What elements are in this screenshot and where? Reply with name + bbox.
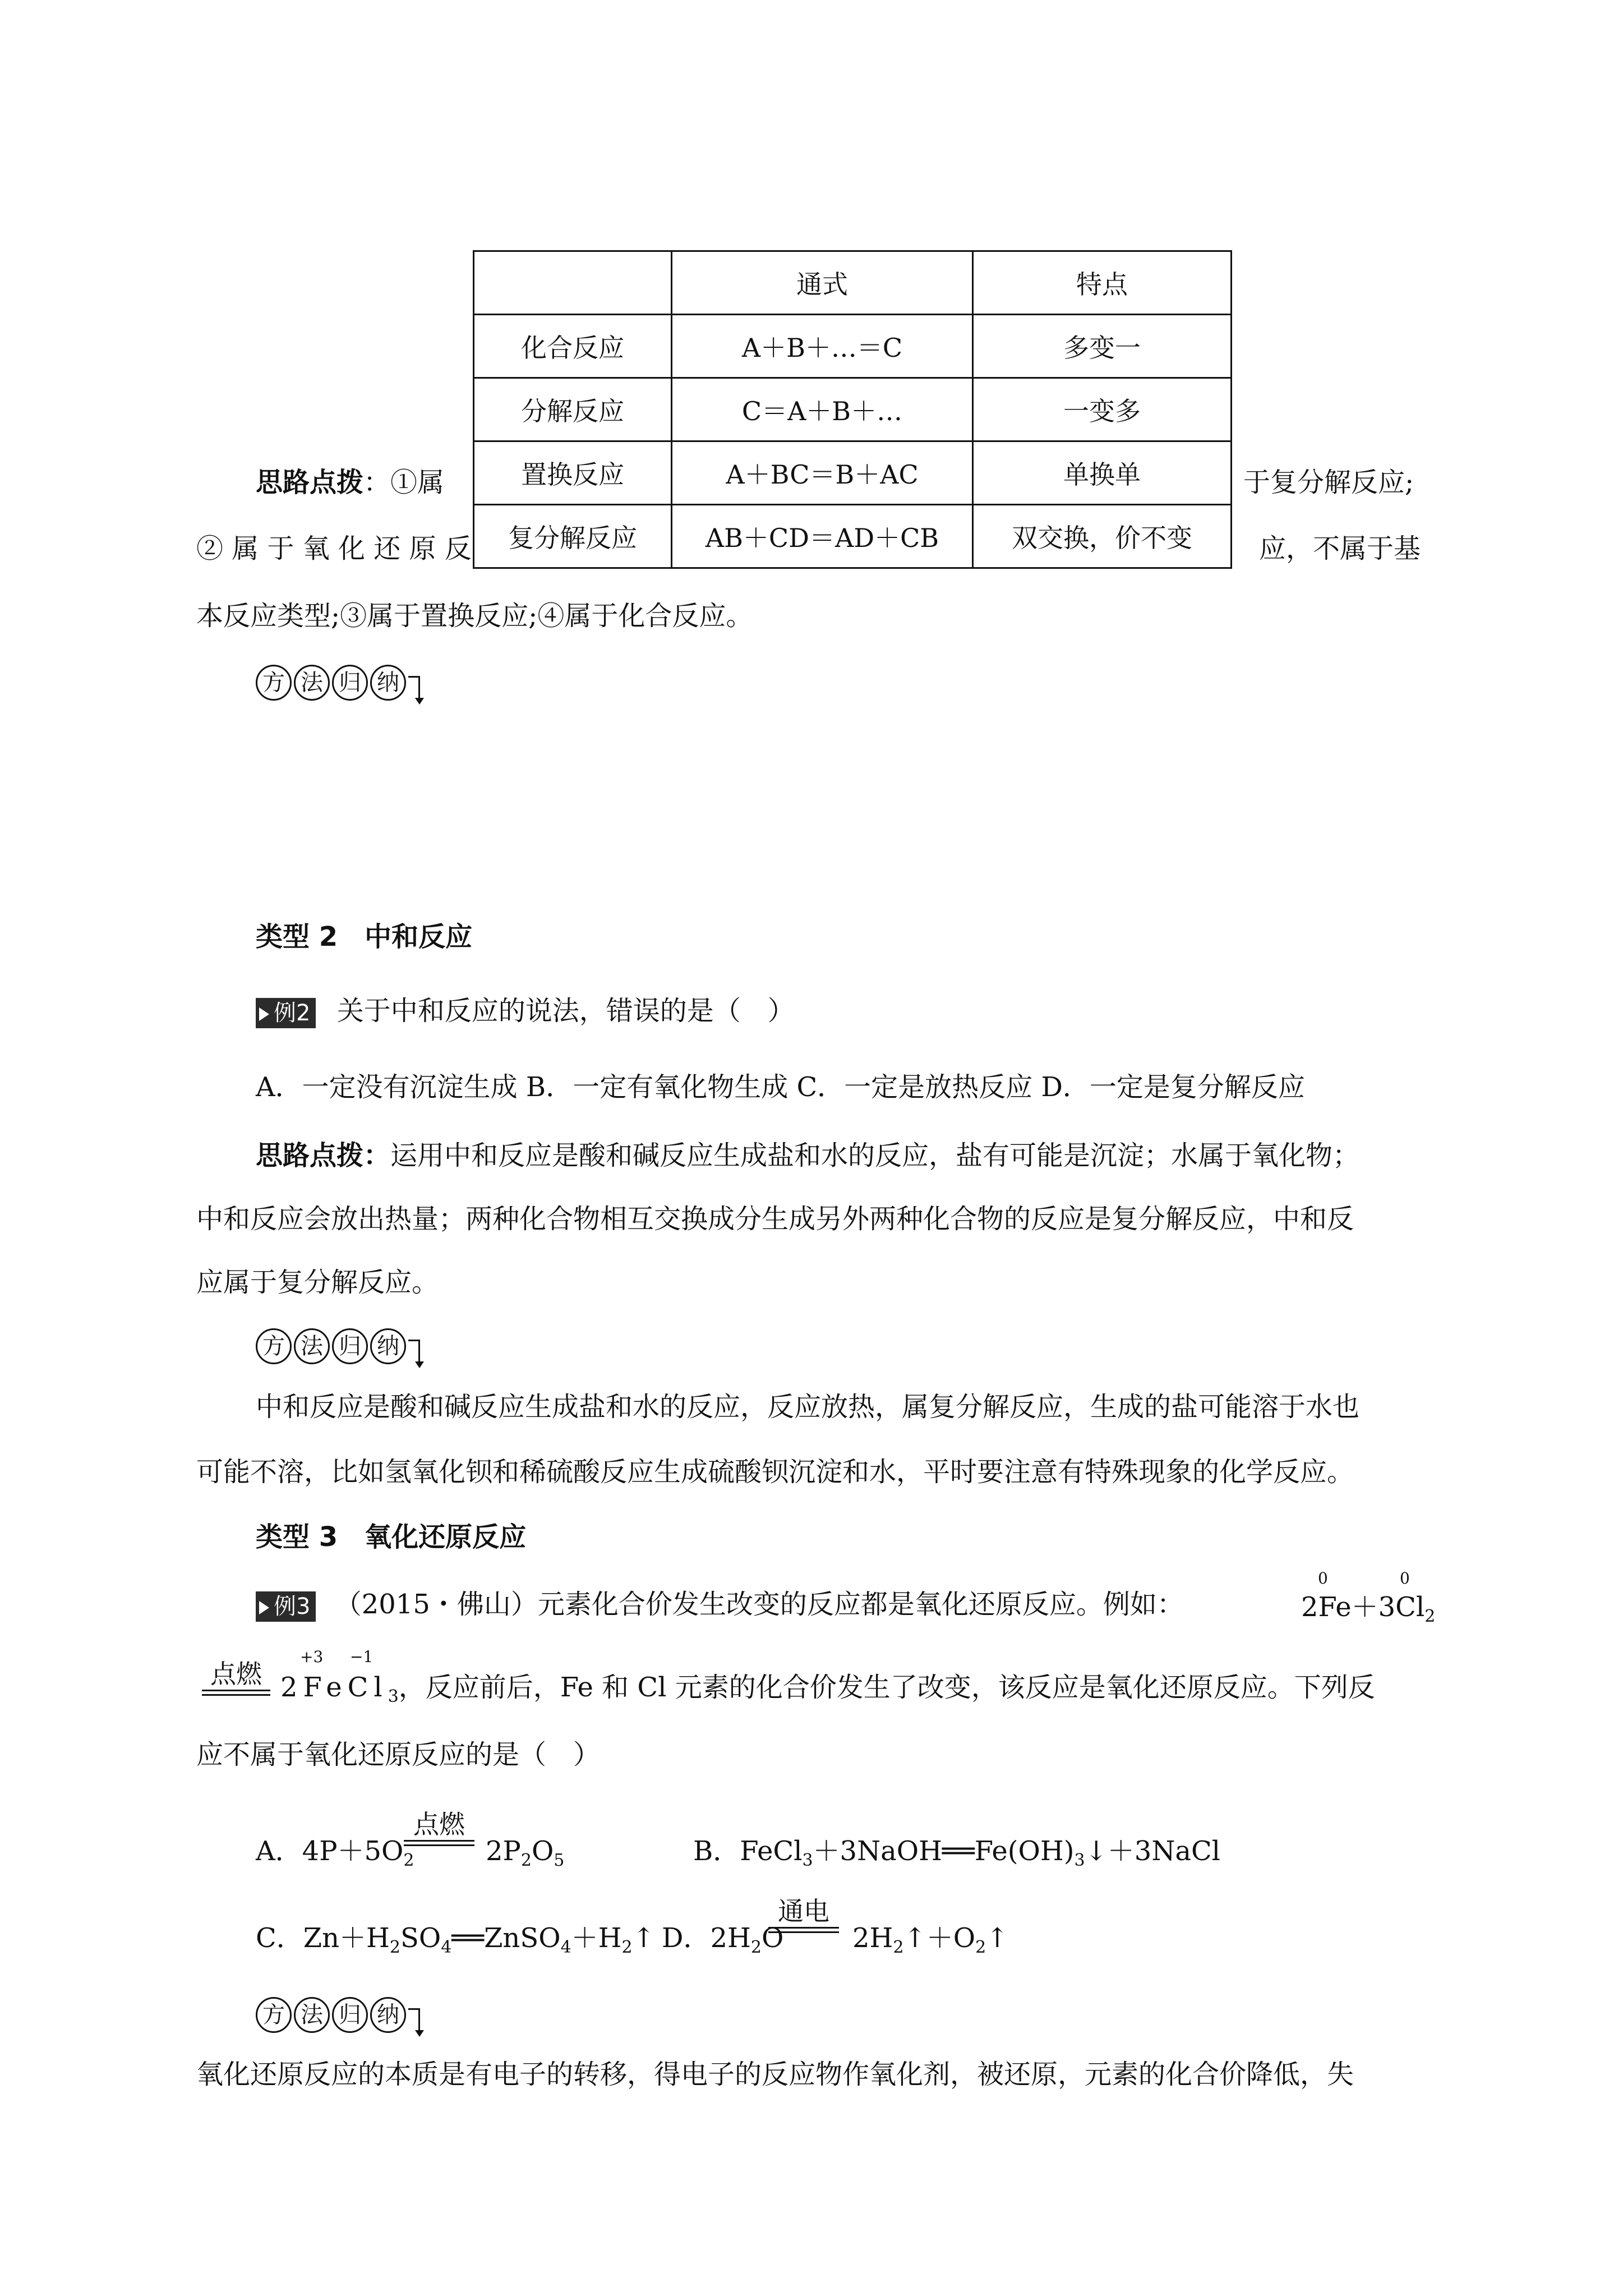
double-equals-icon: [202, 1690, 270, 1696]
option-b: [693, 1834, 1220, 1868]
play-icon: [259, 1601, 269, 1614]
method-summary-badge: [256, 1328, 420, 1364]
table-cell: AB＋CD＝AD＋CB: [672, 505, 973, 568]
table-cell: 一变多: [973, 378, 1232, 441]
table-header-cell: [474, 251, 672, 315]
oxidation-number: −1: [350, 1648, 374, 1666]
badge-char: 方: [256, 1997, 292, 2033]
section-title-type-2: 类型 2 中和反应: [256, 921, 473, 953]
hint-text: 运用中和反应是酸和碱反应生成盐和水的反应，盐有可能是沉淀；水属于氧化物；: [390, 1140, 1360, 1171]
badge-arrow-icon: [408, 2008, 420, 2032]
hint-text: ：①属: [363, 467, 445, 498]
subscript: 2: [621, 1938, 633, 1957]
double-equals-icon: [404, 1840, 474, 1846]
table-row: [474, 378, 1232, 441]
badge-arrow-icon: [408, 676, 420, 700]
hint-2-line-2: 中和反应会放出热量；两种化合物相互交换成分生成另外两种化合物的反应是复分解反应，中和反: [196, 1203, 1354, 1235]
hint-1-line-1-right: 于复分解反应;: [1243, 467, 1414, 498]
hint-1-line-2-left: ② 属 于 氧 化 还 原 反: [196, 533, 472, 564]
method-summary-badge: [256, 1997, 420, 2033]
badge-char: 方: [256, 1328, 292, 1364]
option-text: ＋3NaOH══Fe(OH): [813, 1835, 1075, 1867]
hint-2-line-1: [256, 1139, 1359, 1172]
reaction-condition-ignite: [404, 1811, 474, 1846]
badge-char: 法: [294, 1328, 330, 1364]
table-cell: A＋BC＝B＋AC: [672, 441, 973, 505]
equation-reactants: [1301, 1590, 1435, 1624]
summary-3-line-1: 氧化还原反应的本质是有电子的转移，得电子的反应物作氧化剂，被还原，元素的化合价降低，失: [196, 2059, 1354, 2090]
option-text: ↑: [632, 1922, 655, 1954]
hint-label: 思路点拨：: [256, 1140, 391, 1171]
method-summary-badge: [256, 665, 420, 701]
subscript: 2: [750, 1938, 762, 1957]
table-header-cell: 通式: [672, 251, 973, 315]
option-text: ↑＋O: [903, 1922, 976, 1954]
option-text: 2H: [852, 1922, 893, 1954]
section-title-type-3: 类型 3 氧化还原反应: [256, 1521, 527, 1553]
table-cell: 单换单: [973, 441, 1232, 505]
example-3-line-1: [256, 1588, 1184, 1622]
badge-char: 纳: [370, 1997, 406, 2033]
example-2-options: A．一定没有沉淀生成 B．一定有氧化物生成 C．一定是放热反应 D．一定是复分解反应: [256, 1071, 1305, 1103]
table-cell: A＋B＋…＝C: [672, 315, 973, 378]
option-text: ↑: [986, 1922, 1009, 1954]
option-text: SO: [400, 1922, 441, 1954]
equation-text: 2Fe＋3Cl: [1301, 1591, 1425, 1623]
option-d-products: [852, 1921, 1008, 1955]
table-header-cell: 特点: [973, 251, 1232, 315]
subscript: 4: [560, 1938, 571, 1957]
example-2-tag: [256, 998, 316, 1028]
option-text: C．Zn＋H: [256, 1922, 390, 1954]
subscript: 5: [554, 1851, 565, 1870]
hint-label: 思路点拨: [256, 467, 364, 498]
table-cell: 双交换，价不变: [973, 505, 1232, 568]
subscript: 3: [388, 1687, 399, 1706]
table-cell: 复分解反应: [474, 505, 672, 568]
example-3-line-3: 应不属于氧化还原反应的是（ ）: [196, 1739, 601, 1770]
subscript: 4: [441, 1938, 452, 1957]
badge-char: 纳: [370, 1328, 406, 1364]
option-text: ══ZnSO: [451, 1922, 561, 1954]
option-a-product: $2P_2O_5$: [486, 1835, 565, 1870]
subscript: 2: [975, 1938, 986, 1957]
subscript: 2: [520, 1851, 532, 1870]
summary-2-line-1: 中和反应是酸和碱反应生成盐和水的反应，反应放热，属复分解反应，生成的盐可能溶于水也: [256, 1391, 1360, 1423]
example-3-line-2: [280, 1671, 1375, 1704]
double-equals-icon: [768, 1927, 839, 1933]
condition-label: 通电: [778, 1896, 829, 1926]
condition-label: 点燃: [413, 1809, 465, 1839]
badge-char: 方: [256, 665, 292, 701]
option-a: [256, 1834, 414, 1868]
subscript: 3: [802, 1851, 813, 1870]
badge-char: 法: [294, 1997, 330, 2033]
subscript: 2: [1424, 1607, 1436, 1626]
badge-arrow-icon: [408, 1340, 420, 1364]
badge-char: 法: [294, 665, 330, 701]
equation-text: 2FeCl: [280, 1672, 388, 1703]
hint-2-line-3: 应属于复分解反应。: [196, 1267, 439, 1298]
table-cell: 分解反应: [474, 378, 672, 441]
table-row: [474, 441, 1232, 505]
hint-1-line-2-right: 应，不属于基: [1259, 533, 1421, 564]
reaction-condition-ignite: [202, 1660, 270, 1696]
badge-char: 归: [332, 665, 368, 701]
table-header-row: [474, 251, 1232, 315]
question-text: （2015・佛山）元素化合价发生改变的反应都是氧化还原反应。例如：: [334, 1589, 1184, 1620]
option-d: [662, 1921, 783, 1955]
hint-1-line-1: [256, 466, 444, 499]
subscript: 3: [1074, 1851, 1085, 1870]
example-tag-label: 例2: [274, 1000, 311, 1026]
subscript: 2: [893, 1938, 904, 1957]
play-icon: [259, 1007, 269, 1021]
table-cell: 化合反应: [474, 315, 672, 378]
question-text: ，反应前后，Fe 和 Cl 元素的化合价发生了改变，该反应是氧化还原反应。下列反: [398, 1672, 1375, 1703]
oxidation-number: 0: [1318, 1569, 1328, 1588]
badge-char: 归: [332, 1997, 368, 2033]
option-text: D．2H: [662, 1922, 751, 1954]
option-text: B．FeCl: [693, 1835, 803, 1867]
condition-label: 点燃: [210, 1659, 262, 1689]
table-cell: 多变一: [973, 315, 1232, 378]
subscript: 2: [403, 1851, 414, 1870]
option-text: ↓＋3NaCl: [1085, 1835, 1221, 1867]
table-row: [474, 315, 1232, 378]
option-c: [256, 1921, 655, 1955]
subscript: 2: [389, 1938, 400, 1957]
badge-char: 纳: [370, 665, 406, 701]
summary-2-line-2: 可能不溶，比如氢氧化钡和稀硫酸反应生成硫酸钡沉淀和水，平时要注意有特殊现象的化学反应。: [196, 1456, 1354, 1488]
table-cell: 置换反应: [474, 441, 672, 505]
oxidation-number: 0: [1400, 1569, 1410, 1588]
example-tag-label: 例3: [274, 1593, 311, 1619]
table-cell: C＝A＋B＋…: [672, 378, 973, 441]
option-text: A．4P＋5O: [256, 1835, 404, 1867]
hint-1-line-3: 本反应类型;③属于置换反应;④属于化合反应。: [196, 600, 753, 632]
example-3-tag: [256, 1591, 316, 1622]
question-text: 关于中和反应的说法，错误的是（ ）: [336, 995, 795, 1027]
option-text: 2P: [486, 1835, 521, 1867]
reaction-types-table: [473, 250, 1232, 569]
badge-char: 归: [332, 1328, 368, 1364]
option-text: O: [761, 1922, 784, 1954]
option-text: ＋H: [571, 1922, 622, 1954]
example-2-question: [256, 994, 795, 1028]
oxidation-number: +3: [300, 1648, 324, 1666]
table-row: [474, 505, 1232, 568]
reaction-condition-electrolysis: [768, 1898, 839, 1933]
